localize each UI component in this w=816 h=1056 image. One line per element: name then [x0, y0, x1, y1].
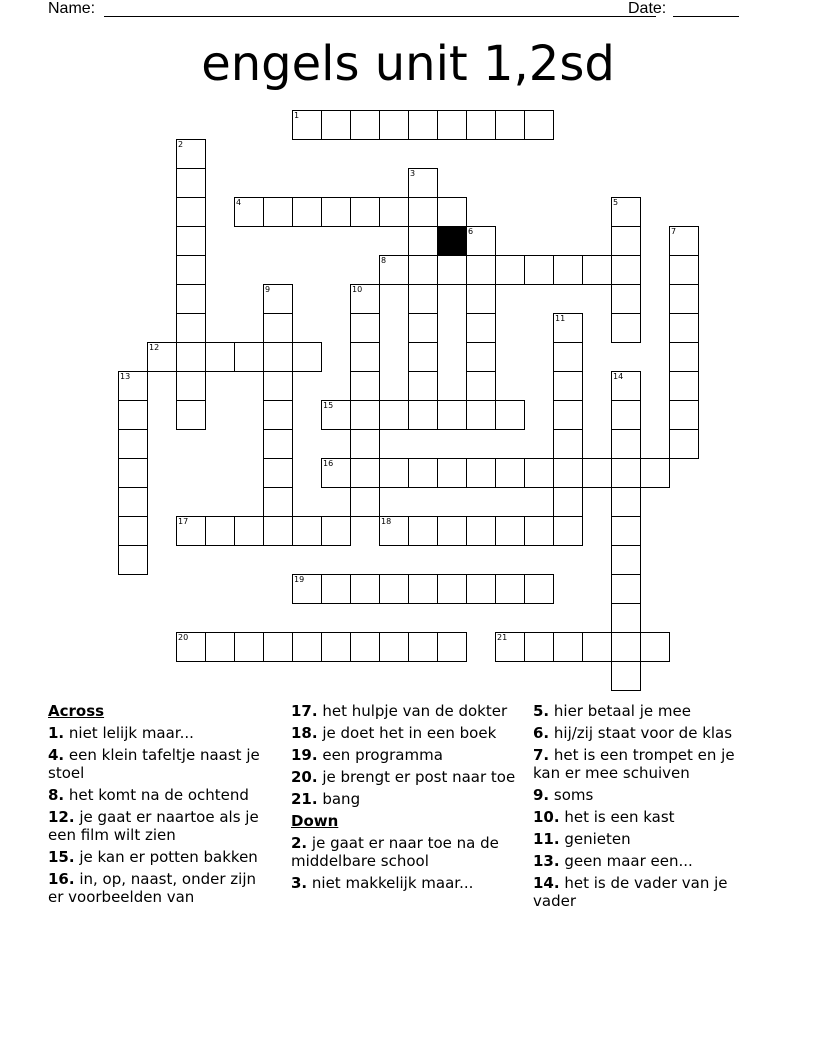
clue-number: 1. — [48, 724, 65, 742]
clue-number: 6. — [533, 724, 550, 742]
grid-cell[interactable] — [350, 487, 380, 517]
grid-cell[interactable] — [176, 313, 206, 343]
grid-cell[interactable] — [524, 632, 554, 662]
grid-cell[interactable] — [205, 632, 235, 662]
grid-cell[interactable] — [553, 487, 583, 517]
clue-item — [533, 830, 763, 848]
grid-cell[interactable] — [350, 110, 380, 140]
grid-cell[interactable] — [118, 487, 148, 517]
grid-cell[interactable] — [234, 342, 264, 372]
grid-cell[interactable] — [350, 400, 380, 430]
grid-cell[interactable] — [176, 284, 206, 314]
grid-cell[interactable] — [495, 574, 525, 604]
grid-cell[interactable] — [611, 661, 641, 691]
clue-number: 13. — [533, 852, 560, 870]
cell-number: 16 — [323, 459, 334, 468]
grid-cell[interactable] — [495, 110, 525, 140]
grid-cell[interactable] — [669, 371, 699, 401]
cell-number: 5 — [613, 198, 619, 207]
grid-cell[interactable] — [553, 400, 583, 430]
grid-cell[interactable] — [176, 255, 206, 285]
grid-cell[interactable] — [118, 458, 148, 488]
clue-text: genieten — [559, 830, 631, 848]
grid-cell[interactable] — [611, 284, 641, 314]
clue-heading: Across — [48, 702, 105, 720]
grid-cell[interactable] — [582, 255, 612, 285]
grid-cell[interactable] — [379, 632, 409, 662]
grid-cell[interactable] — [553, 371, 583, 401]
clue-item — [291, 724, 523, 742]
grid-cell[interactable] — [350, 371, 380, 401]
grid-cell[interactable] — [524, 110, 554, 140]
clue-number: 14. — [533, 874, 560, 892]
grid-cell[interactable] — [350, 197, 380, 227]
clue-number: 16. — [48, 870, 75, 888]
clue-column — [533, 702, 763, 914]
grid-cell[interactable] — [524, 255, 554, 285]
grid-cell[interactable] — [466, 458, 496, 488]
grid-cell[interactable] — [350, 458, 380, 488]
clue-number: 7. — [533, 746, 550, 764]
grid-cell[interactable] — [611, 429, 641, 459]
grid-cell[interactable] — [437, 400, 467, 430]
cell-number: 17 — [178, 517, 189, 526]
clue-number: 3. — [291, 874, 308, 892]
grid-cell[interactable] — [524, 458, 554, 488]
grid-cell[interactable] — [118, 516, 148, 546]
clue-text: het is een trompet en je kan er mee schuiven — [533, 746, 735, 782]
grid-cell[interactable] — [234, 516, 264, 546]
name-label: Name: — [48, 0, 96, 17]
grid-cell[interactable] — [466, 516, 496, 546]
grid-cell[interactable] — [466, 313, 496, 343]
clue-number: 9. — [533, 786, 550, 804]
grid-cell[interactable] — [263, 371, 293, 401]
grid-cell[interactable] — [205, 516, 235, 546]
grid-cell[interactable] — [118, 429, 148, 459]
clue-number: 2. — [291, 834, 308, 852]
clue-item — [48, 746, 276, 782]
cell-number: 12 — [149, 343, 160, 352]
cell-number: 4 — [236, 198, 242, 207]
clue-number: 10. — [533, 808, 560, 826]
grid-cell[interactable] — [553, 516, 583, 546]
blocked-cell — [437, 226, 467, 256]
grid-cell[interactable] — [263, 342, 293, 372]
grid-cell[interactable] — [350, 342, 380, 372]
grid-cell[interactable] — [379, 400, 409, 430]
grid-cell[interactable] — [437, 516, 467, 546]
grid-cell[interactable] — [466, 574, 496, 604]
grid-cell[interactable] — [234, 632, 264, 662]
grid-cell[interactable] — [379, 197, 409, 227]
clue-text: in, op, naast, onder zijn er voorbeelden van — [48, 870, 256, 906]
clue-item — [533, 874, 763, 910]
grid-cell[interactable] — [408, 632, 438, 662]
cell-number: 9 — [265, 285, 271, 294]
grid-cell[interactable] — [466, 255, 496, 285]
grid-cell[interactable] — [466, 342, 496, 372]
clue-item — [291, 874, 523, 892]
clue-text: het komt na de ochtend — [64, 786, 249, 804]
grid-cell[interactable] — [408, 313, 438, 343]
grid-cell[interactable] — [437, 632, 467, 662]
clue-item — [533, 746, 763, 782]
grid-cell[interactable] — [466, 110, 496, 140]
clue-item — [48, 870, 276, 906]
clue-number: 19. — [291, 746, 318, 764]
cell-number: 21 — [497, 633, 508, 642]
clue-number: 18. — [291, 724, 318, 742]
grid-cell[interactable] — [611, 255, 641, 285]
grid-cell[interactable] — [611, 458, 641, 488]
grid-cell[interactable] — [495, 255, 525, 285]
grid-cell[interactable] — [553, 429, 583, 459]
grid-cell[interactable] — [640, 458, 670, 488]
grid-cell[interactable] — [292, 516, 322, 546]
grid-cell[interactable] — [408, 255, 438, 285]
clue-number: 11. — [533, 830, 560, 848]
grid-cell[interactable] — [408, 458, 438, 488]
clue-number: 5. — [533, 702, 550, 720]
grid-cell[interactable] — [263, 429, 293, 459]
clue-text: hier betaal je mee — [549, 702, 691, 720]
grid-cell[interactable] — [350, 632, 380, 662]
grid-cell[interactable] — [408, 400, 438, 430]
grid-cell[interactable] — [118, 545, 148, 575]
grid-cell[interactable] — [553, 632, 583, 662]
clue-text: soms — [549, 786, 594, 804]
clue-text: het is de vader van je vader — [533, 874, 728, 910]
grid-cell[interactable] — [524, 574, 554, 604]
grid-cell[interactable] — [466, 400, 496, 430]
clue-text: het is een kast — [559, 808, 675, 826]
grid-cell[interactable] — [408, 284, 438, 314]
cell-number: 18 — [381, 517, 392, 526]
clue-number: 21. — [291, 790, 318, 808]
grid-cell[interactable] — [321, 632, 351, 662]
cell-number: 10 — [352, 285, 363, 294]
grid-cell[interactable] — [611, 313, 641, 343]
grid-cell[interactable] — [263, 487, 293, 517]
grid-cell[interactable] — [408, 574, 438, 604]
clue-item — [533, 852, 763, 870]
grid-cell[interactable] — [553, 342, 583, 372]
grid-cell[interactable] — [524, 516, 554, 546]
clue-text: je doet het in een boek — [317, 724, 497, 742]
grid-cell[interactable] — [611, 603, 641, 633]
grid-cell[interactable] — [408, 197, 438, 227]
grid-cell[interactable] — [176, 226, 206, 256]
date-label: Date: — [628, 0, 667, 17]
grid-cell[interactable] — [611, 516, 641, 546]
clue-text: het hulpje van de dokter — [317, 702, 508, 720]
clue-text: hij/zij staat voor de klas — [549, 724, 733, 742]
clue-text: je brengt er post naar toe — [317, 768, 516, 786]
cell-number: 2 — [178, 140, 184, 149]
grid-cell[interactable] — [611, 632, 641, 662]
grid-cell[interactable] — [408, 516, 438, 546]
clue-text: bang — [317, 790, 361, 808]
grid-cell[interactable] — [437, 197, 467, 227]
clue-item — [533, 724, 763, 742]
clue-column — [291, 702, 523, 896]
grid-cell[interactable] — [263, 400, 293, 430]
clue-text: een programma — [317, 746, 443, 764]
grid-cell[interactable] — [611, 487, 641, 517]
clue-item — [291, 746, 523, 764]
grid-cell[interactable] — [553, 458, 583, 488]
grid-cell[interactable] — [350, 313, 380, 343]
cell-number: 6 — [468, 227, 474, 236]
grid-cell[interactable] — [408, 110, 438, 140]
grid-cell[interactable] — [669, 255, 699, 285]
grid-cell[interactable] — [176, 371, 206, 401]
grid-cell[interactable] — [466, 371, 496, 401]
clue-item — [291, 834, 523, 870]
cell-number: 19 — [294, 575, 305, 584]
grid-cell[interactable] — [408, 342, 438, 372]
clue-item — [48, 808, 276, 844]
clue-number: 12. — [48, 808, 75, 826]
grid-cell[interactable] — [118, 400, 148, 430]
grid-cell[interactable] — [669, 400, 699, 430]
grid-cell[interactable] — [379, 574, 409, 604]
cell-number: 7 — [671, 227, 677, 236]
grid-cell[interactable] — [379, 458, 409, 488]
clue-number: 17. — [291, 702, 318, 720]
clue-text: je gaat er naar toe na de middelbare school — [291, 834, 499, 870]
grid-cell[interactable] — [321, 574, 351, 604]
grid-cell[interactable] — [466, 284, 496, 314]
clue-heading: Down — [291, 812, 339, 830]
grid-cell[interactable] — [611, 226, 641, 256]
grid-cell[interactable] — [437, 574, 467, 604]
grid-cell[interactable] — [263, 313, 293, 343]
grid-cell[interactable] — [669, 313, 699, 343]
clue-item — [48, 848, 276, 866]
grid-cell[interactable] — [582, 458, 612, 488]
clue-text: niet makkelijk maar... — [307, 874, 474, 892]
grid-cell[interactable] — [176, 168, 206, 198]
cell-number: 3 — [410, 169, 416, 178]
clue-number: 20. — [291, 768, 318, 786]
clue-column — [48, 702, 276, 910]
grid-cell[interactable] — [408, 371, 438, 401]
clue-number: 8. — [48, 786, 65, 804]
clue-number: 15. — [48, 848, 75, 866]
cell-number: 15 — [323, 401, 334, 410]
clue-text: een klein tafeltje naast je stoel — [48, 746, 260, 782]
grid-cell[interactable] — [263, 516, 293, 546]
grid-cell[interactable] — [611, 400, 641, 430]
grid-cell[interactable] — [437, 458, 467, 488]
grid-cell[interactable] — [263, 458, 293, 488]
grid-cell[interactable] — [669, 429, 699, 459]
clue-text: je kan er potten bakken — [74, 848, 258, 866]
grid-cell[interactable] — [321, 516, 351, 546]
grid-cell[interactable] — [176, 342, 206, 372]
grid-cell[interactable] — [263, 197, 293, 227]
grid-cell[interactable] — [495, 516, 525, 546]
clue-item — [533, 786, 763, 804]
grid-cell[interactable] — [408, 226, 438, 256]
grid-cell[interactable] — [321, 110, 351, 140]
grid-cell[interactable] — [379, 110, 409, 140]
clue-number: 4. — [48, 746, 65, 764]
cell-number: 1 — [294, 111, 300, 120]
clue-item — [48, 786, 276, 804]
clue-item — [48, 724, 276, 742]
page-title: engels unit 1,2sd — [201, 36, 615, 92]
grid-cell[interactable] — [669, 284, 699, 314]
grid-cell[interactable] — [640, 632, 670, 662]
grid-cell[interactable] — [495, 400, 525, 430]
clue-item — [291, 768, 523, 786]
grid-cell[interactable] — [437, 255, 467, 285]
grid-cell[interactable] — [321, 197, 351, 227]
grid-cell[interactable] — [611, 574, 641, 604]
grid-cell[interactable] — [582, 632, 612, 662]
grid-cell[interactable] — [553, 255, 583, 285]
clue-item — [533, 808, 763, 826]
clue-item — [533, 702, 763, 720]
grid-cell[interactable] — [350, 574, 380, 604]
grid-cell[interactable] — [292, 632, 322, 662]
cell-number: 13 — [120, 372, 131, 381]
grid-cell[interactable] — [669, 342, 699, 372]
clue-item — [291, 702, 523, 720]
clue-text: niet lelijk maar... — [64, 724, 194, 742]
grid-cell[interactable] — [495, 458, 525, 488]
clue-item — [291, 790, 523, 808]
grid-cell[interactable] — [292, 197, 322, 227]
cell-number: 20 — [178, 633, 189, 642]
grid-cell[interactable] — [176, 197, 206, 227]
cell-number: 14 — [613, 372, 624, 381]
grid-cell[interactable] — [292, 342, 322, 372]
grid-cell[interactable] — [205, 342, 235, 372]
clue-text: geen maar een... — [559, 852, 693, 870]
cell-number: 8 — [381, 256, 387, 265]
grid-cell[interactable] — [611, 545, 641, 575]
cell-number: 11 — [555, 314, 566, 323]
clue-text: je gaat er naartoe als je een film wilt zien — [48, 808, 259, 844]
grid-cell[interactable] — [263, 632, 293, 662]
grid-cell[interactable] — [176, 400, 206, 430]
grid-cell[interactable] — [437, 110, 467, 140]
grid-cell[interactable] — [350, 429, 380, 459]
